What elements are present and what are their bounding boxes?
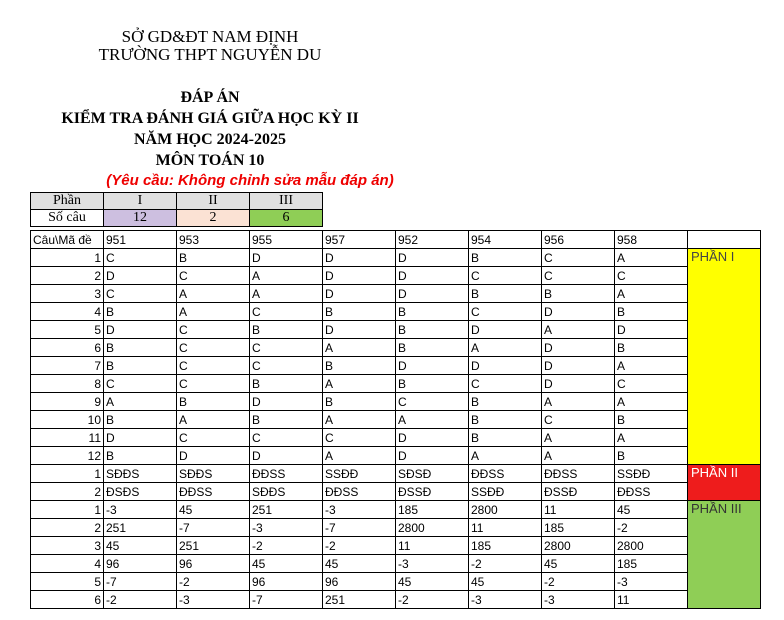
answer-cell: C — [469, 375, 542, 393]
answer-cell: -2 — [396, 591, 469, 609]
answer-cell: C — [177, 357, 250, 375]
answer-cell: C — [396, 393, 469, 411]
question-number: 7 — [31, 357, 104, 375]
answer-cell: B — [323, 357, 396, 375]
header-question-code: Câu\Mã đề — [31, 231, 104, 249]
answer-cell: C — [323, 429, 396, 447]
instruction-note: (Yêu cầu: Không chỉnh sửa mẫu đáp án) — [106, 172, 394, 189]
answer-cell: 45 — [323, 555, 396, 573]
answer-cell: B — [250, 411, 323, 429]
answer-cell: D — [323, 285, 396, 303]
answer-cell: 251 — [177, 537, 250, 555]
answer-cell: 45 — [615, 501, 688, 519]
answer-cell: D — [396, 357, 469, 375]
answer-cell: C — [104, 375, 177, 393]
answer-cell: B — [469, 249, 542, 267]
answer-cell: D — [542, 375, 615, 393]
question-number: 6 — [31, 591, 104, 609]
answer-cell: ĐSSĐ — [396, 483, 469, 501]
answer-cell: D — [323, 321, 396, 339]
answer-cell: C — [615, 375, 688, 393]
question-number: 4 — [31, 555, 104, 573]
answer-cell: A — [469, 447, 542, 465]
answer-row — [31, 483, 761, 501]
question-number: 9 — [31, 393, 104, 411]
answer-cell: D — [177, 447, 250, 465]
summary-count-3: 6 — [250, 210, 323, 227]
answer-cell: D — [396, 285, 469, 303]
answer-cell: -7 — [250, 591, 323, 609]
answer-cell: B — [104, 339, 177, 357]
answer-cell: A — [469, 339, 542, 357]
question-number: 2 — [31, 519, 104, 537]
title-subject: MÔN TOÁN 10 — [155, 152, 265, 169]
answer-cell: -7 — [177, 519, 250, 537]
answer-cell: -2 — [177, 573, 250, 591]
header-code: 956 — [542, 231, 615, 249]
answer-cell: B — [323, 393, 396, 411]
answer-cell: -3 — [177, 591, 250, 609]
answer-cell: -3 — [469, 591, 542, 609]
answer-cell: A — [323, 411, 396, 429]
answer-cell: D — [104, 321, 177, 339]
answer-cell: B — [615, 447, 688, 465]
answer-cell: A — [177, 285, 250, 303]
answer-cell: B — [469, 285, 542, 303]
answer-cell: ĐSSĐ — [542, 483, 615, 501]
answer-cell: A — [615, 393, 688, 411]
answer-cell: -2 — [469, 555, 542, 573]
answer-cell: SĐĐS — [250, 483, 323, 501]
answer-row — [31, 465, 761, 483]
answer-cell: B — [396, 321, 469, 339]
answer-row — [31, 501, 761, 519]
answer-cell: C — [542, 267, 615, 285]
answer-cell: C — [177, 429, 250, 447]
answer-cell: B — [396, 375, 469, 393]
answer-cell: SSĐĐ — [469, 483, 542, 501]
answer-cell: B — [615, 339, 688, 357]
answer-cell: D — [104, 267, 177, 285]
answer-row — [31, 339, 761, 357]
answer-cell: 185 — [469, 537, 542, 555]
answer-cell: D — [250, 447, 323, 465]
answer-cell: A — [323, 447, 396, 465]
summary-row-counts — [31, 210, 323, 227]
answer-cell: 45 — [542, 555, 615, 573]
answer-cell: 11 — [542, 501, 615, 519]
answer-cell: D — [323, 267, 396, 285]
answer-cell: ĐSĐS — [104, 483, 177, 501]
question-number: 1 — [31, 249, 104, 267]
answer-cell: A — [615, 357, 688, 375]
answer-row — [31, 411, 761, 429]
part-label: PHẦN III — [688, 501, 761, 609]
answer-header-row — [31, 231, 761, 249]
answer-cell: -2 — [615, 519, 688, 537]
answer-cell: ĐĐSS — [323, 483, 396, 501]
answer-cell: 2800 — [615, 537, 688, 555]
answer-cell: 2800 — [469, 501, 542, 519]
answer-cell: SSĐĐ — [323, 465, 396, 483]
summary-table — [30, 192, 323, 227]
question-number: 6 — [31, 339, 104, 357]
title-answer-key: ĐÁP ÁN — [180, 89, 240, 106]
question-number: 3 — [31, 537, 104, 555]
answer-cell: -3 — [250, 519, 323, 537]
answer-row — [31, 375, 761, 393]
answer-cell: 96 — [104, 555, 177, 573]
answer-row — [31, 393, 761, 411]
question-number: 5 — [31, 321, 104, 339]
answer-cell: 185 — [542, 519, 615, 537]
answer-row — [31, 519, 761, 537]
summary-row-parts — [31, 193, 323, 210]
answer-cell: B — [323, 303, 396, 321]
title-school-year: NĂM HỌC 2024-2025 — [134, 131, 286, 148]
title-exam: KIỂM TRA ĐÁNH GIÁ GIỮA HỌC KỲ II — [61, 110, 359, 127]
part-label: PHẦN II — [688, 465, 761, 501]
answer-row — [31, 537, 761, 555]
answer-cell: -3 — [396, 555, 469, 573]
summary-count-2: 2 — [177, 210, 250, 227]
answer-cell: D — [396, 267, 469, 285]
answer-cell: C — [250, 357, 323, 375]
answer-cell: B — [469, 429, 542, 447]
answer-cell: 251 — [323, 591, 396, 609]
answer-cell: D — [396, 249, 469, 267]
answer-cell: 11 — [469, 519, 542, 537]
answer-row — [31, 357, 761, 375]
question-number: 1 — [31, 465, 104, 483]
answer-row — [31, 429, 761, 447]
answer-cell: 251 — [104, 519, 177, 537]
question-number: 12 — [31, 447, 104, 465]
answer-cell: D — [615, 321, 688, 339]
answer-cell: A — [542, 447, 615, 465]
department-name: SỞ GD&ĐT NAM ĐỊNH — [121, 27, 299, 46]
answer-cell: D — [542, 339, 615, 357]
answer-table — [30, 230, 761, 609]
answer-row — [31, 447, 761, 465]
answer-cell: A — [615, 429, 688, 447]
answer-row — [31, 303, 761, 321]
summary-part-2: II — [177, 193, 250, 210]
answer-cell: SSĐĐ — [615, 465, 688, 483]
question-number: 5 — [31, 573, 104, 591]
answer-cell: 45 — [104, 537, 177, 555]
answer-cell: D — [396, 429, 469, 447]
header-code: 957 — [323, 231, 396, 249]
answer-cell: A — [542, 321, 615, 339]
answer-cell: D — [542, 303, 615, 321]
answer-cell: C — [177, 321, 250, 339]
answer-cell: A — [396, 411, 469, 429]
answer-cell: B — [469, 411, 542, 429]
answer-cell: D — [323, 249, 396, 267]
answer-cell: C — [177, 267, 250, 285]
answer-cell: 45 — [469, 573, 542, 591]
answer-cell: SĐĐS — [177, 465, 250, 483]
summary-label-count: Số câu — [31, 210, 104, 227]
answer-row — [31, 267, 761, 285]
summary-part-3: III — [250, 193, 323, 210]
answer-cell: B — [104, 411, 177, 429]
answer-cell: SĐSĐ — [396, 465, 469, 483]
answer-cell: 2800 — [396, 519, 469, 537]
answer-cell: A — [177, 303, 250, 321]
header-code: 951 — [104, 231, 177, 249]
question-number: 4 — [31, 303, 104, 321]
question-number: 10 — [31, 411, 104, 429]
answer-table-body — [31, 231, 761, 609]
question-number: 1 — [31, 501, 104, 519]
answer-cell: B — [396, 303, 469, 321]
summary-part-1: I — [104, 193, 177, 210]
answer-cell: -2 — [104, 591, 177, 609]
answer-cell: C — [615, 267, 688, 285]
answer-cell: -7 — [104, 573, 177, 591]
question-number: 11 — [31, 429, 104, 447]
answer-cell: 45 — [396, 573, 469, 591]
answer-cell: 11 — [615, 591, 688, 609]
answer-cell: C — [469, 267, 542, 285]
answer-cell: A — [615, 249, 688, 267]
school-name: TRƯỜNG THPT NGUYỄN DU — [98, 45, 322, 64]
answer-cell: ĐĐSS — [542, 465, 615, 483]
answer-cell: C — [542, 249, 615, 267]
answer-cell: -2 — [323, 537, 396, 555]
answer-cell: A — [323, 339, 396, 357]
answer-cell: B — [542, 285, 615, 303]
answer-cell: 96 — [250, 573, 323, 591]
question-number: 2 — [31, 483, 104, 501]
answer-cell: B — [177, 249, 250, 267]
answer-cell: A — [542, 429, 615, 447]
answer-cell: ĐĐSS — [250, 465, 323, 483]
answer-cell: B — [104, 447, 177, 465]
answer-cell: ĐĐSS — [615, 483, 688, 501]
answer-cell: B — [104, 303, 177, 321]
answer-cell: A — [323, 375, 396, 393]
answer-cell: A — [177, 411, 250, 429]
answer-cell: 45 — [177, 501, 250, 519]
answer-cell: D — [250, 249, 323, 267]
summary-count-1: 12 — [104, 210, 177, 227]
question-number: 8 — [31, 375, 104, 393]
answer-cell: 96 — [177, 555, 250, 573]
answer-cell: B — [177, 393, 250, 411]
answer-cell: 251 — [250, 501, 323, 519]
answer-cell: B — [469, 393, 542, 411]
answer-cell: B — [396, 339, 469, 357]
answer-cell: D — [469, 357, 542, 375]
answer-cell: 185 — [615, 555, 688, 573]
header-code: 953 — [177, 231, 250, 249]
answer-cell: C — [104, 285, 177, 303]
answer-cell: 185 — [396, 501, 469, 519]
header-code: 955 — [250, 231, 323, 249]
part-label: PHẦN I — [688, 249, 761, 465]
answer-cell: C — [250, 429, 323, 447]
answer-row — [31, 285, 761, 303]
answer-cell: D — [104, 429, 177, 447]
answer-cell: B — [615, 303, 688, 321]
answer-cell: ĐĐSS — [177, 483, 250, 501]
answer-cell: C — [469, 303, 542, 321]
answer-cell: C — [177, 339, 250, 357]
summary-label-part: Phần — [31, 193, 104, 210]
answer-cell: 96 — [323, 573, 396, 591]
answer-row — [31, 555, 761, 573]
answer-row — [31, 321, 761, 339]
answer-cell: -3 — [323, 501, 396, 519]
answer-cell: 2800 — [542, 537, 615, 555]
answer-cell: -2 — [250, 537, 323, 555]
answer-row — [31, 591, 761, 609]
answer-cell: A — [250, 267, 323, 285]
answer-cell: 11 — [396, 537, 469, 555]
answer-cell: C — [250, 339, 323, 357]
answer-cell: -7 — [323, 519, 396, 537]
answer-cell: -2 — [542, 573, 615, 591]
answer-cell: SĐĐS — [104, 465, 177, 483]
answer-row — [31, 249, 761, 267]
answer-cell: A — [615, 285, 688, 303]
answer-cell: D — [542, 357, 615, 375]
header-code: 958 — [615, 231, 688, 249]
answer-cell: -3 — [615, 573, 688, 591]
answer-cell: A — [104, 393, 177, 411]
answer-cell: D — [250, 393, 323, 411]
answer-cell: C — [250, 303, 323, 321]
answer-cell: B — [615, 411, 688, 429]
question-number: 3 — [31, 285, 104, 303]
answer-cell: -3 — [104, 501, 177, 519]
header-code: 952 — [396, 231, 469, 249]
answer-cell: C — [542, 411, 615, 429]
answer-cell: B — [104, 357, 177, 375]
answer-cell: C — [177, 375, 250, 393]
answer-cell: A — [542, 393, 615, 411]
answer-cell: A — [250, 285, 323, 303]
answer-row — [31, 573, 761, 591]
header-part-spacer — [688, 231, 761, 249]
answer-cell: C — [104, 249, 177, 267]
answer-cell: -3 — [542, 591, 615, 609]
header-code: 954 — [469, 231, 542, 249]
answer-cell: 45 — [250, 555, 323, 573]
answer-cell: D — [469, 321, 542, 339]
answer-cell: B — [250, 321, 323, 339]
answer-cell: D — [396, 447, 469, 465]
answer-cell: B — [250, 375, 323, 393]
answer-cell: ĐĐSS — [469, 465, 542, 483]
question-number: 2 — [31, 267, 104, 285]
